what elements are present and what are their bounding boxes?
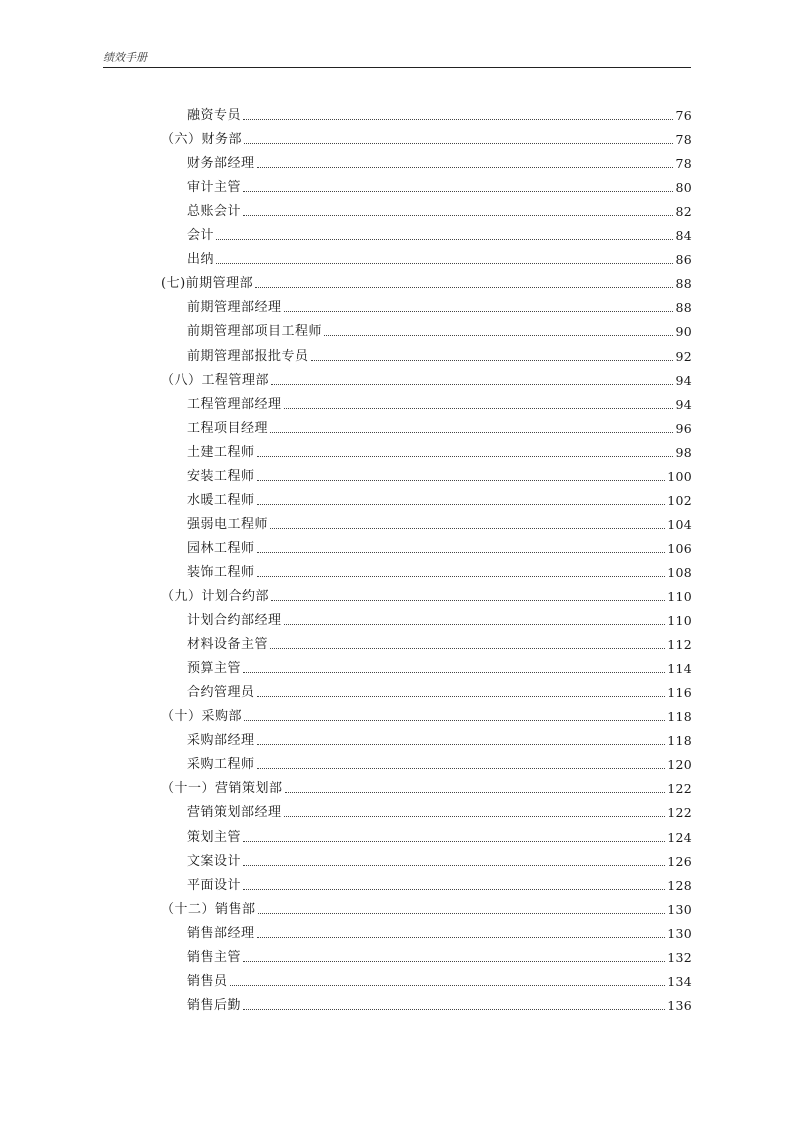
toc-item-row[interactable]: [187, 850, 692, 874]
toc-page-number: 78: [675, 132, 692, 148]
toc-section-row[interactable]: [161, 585, 692, 609]
toc-page-number: 94: [675, 396, 692, 412]
toc-entry-label: 平面设计: [187, 877, 242, 893]
toc-entry-label: 安装工程师: [187, 468, 255, 484]
toc-dot-leader: [257, 479, 666, 481]
toc-dot-leader: [230, 984, 666, 986]
toc-dot-leader: [258, 912, 666, 914]
toc-item-row[interactable]: [187, 224, 692, 248]
toc-page-number: 110: [667, 613, 692, 629]
toc-item-row[interactable]: [187, 296, 692, 320]
toc-item-row[interactable]: [187, 946, 692, 970]
toc-item-row[interactable]: [187, 994, 692, 1018]
toc-entry-label: 前期管理部项目工程师: [187, 324, 323, 340]
toc-dot-leader: [271, 599, 665, 601]
toc-section-row[interactable]: [161, 369, 692, 393]
toc-entry-label: 计划合约部经理: [187, 613, 282, 629]
toc-page-number: 102: [667, 492, 692, 508]
toc-entry-label: 土建工程师: [187, 444, 255, 460]
toc-item-row[interactable]: [187, 320, 692, 344]
toc-item-row[interactable]: [187, 176, 692, 200]
toc-page-number: 80: [675, 180, 692, 196]
toc-dot-leader: [216, 238, 673, 240]
toc-entry-label: 水暖工程师: [187, 492, 255, 508]
toc-entry-label: 预算主管: [187, 661, 242, 677]
toc-entry-label: （六）财务部: [161, 132, 243, 148]
toc-item-row[interactable]: [187, 922, 692, 946]
toc-entry-label: 合约管理员: [187, 685, 255, 701]
toc-dot-leader: [270, 647, 665, 649]
toc-dot-leader: [284, 310, 674, 312]
toc-entry-label: 销售主管: [187, 949, 242, 965]
toc-page-number: 128: [667, 877, 692, 893]
toc-page-number: 122: [667, 805, 692, 821]
toc-dot-leader: [257, 575, 666, 577]
toc-entry-label: （十）采购部: [161, 709, 243, 725]
toc-dot-leader: [257, 166, 674, 168]
toc-entry-label: 文案设计: [187, 853, 242, 869]
toc-page-number: 108: [667, 564, 692, 580]
toc-section-row[interactable]: [161, 898, 692, 922]
toc-dot-leader: [257, 551, 666, 553]
toc-item-row[interactable]: [187, 801, 692, 825]
toc-page-number: 130: [667, 901, 692, 917]
toc-page-number: 82: [675, 204, 692, 220]
toc-page-number: 112: [667, 637, 692, 653]
toc-page-number: 110: [667, 589, 692, 604]
toc-page-number: 118: [667, 709, 692, 725]
toc-item-row[interactable]: [187, 874, 692, 898]
toc-dot-leader: [243, 888, 665, 890]
toc-item-row[interactable]: [187, 248, 692, 272]
toc-entry-label: （十二）销售部: [161, 901, 256, 917]
toc-dot-leader: [257, 936, 666, 938]
toc-page-number: 88: [675, 276, 692, 292]
toc-page-number: 114: [667, 661, 692, 677]
toc-entry-label: 前期管理部经理: [187, 300, 282, 316]
toc-entry-label: 审计主管: [187, 180, 242, 196]
toc-page-number: 120: [667, 757, 692, 773]
toc-entry-label: 采购部经理: [187, 733, 255, 749]
toc-page-number: 98: [675, 444, 692, 460]
toc-dot-leader: [271, 383, 673, 385]
toc-dot-leader: [243, 190, 673, 192]
toc-entry-label: 园林工程师: [187, 540, 255, 556]
toc-dot-leader: [243, 118, 673, 120]
toc-item-row[interactable]: [187, 633, 692, 657]
toc-page-number: 90: [675, 324, 692, 340]
toc-page-number: 76: [675, 108, 692, 123]
toc-entry-label: 营销策划部经理: [187, 805, 282, 821]
toc-entry-label: 策划主管: [187, 829, 242, 845]
toc-page-number: 132: [667, 949, 692, 965]
toc-dot-leader: [243, 960, 665, 962]
toc-entry-label: 会计: [187, 228, 215, 244]
toc-dot-leader: [243, 840, 665, 842]
toc-page-number: 86: [675, 252, 692, 268]
toc-page-number: 136: [667, 997, 692, 1013]
toc-page-number: 104: [667, 516, 692, 532]
toc-dot-leader: [257, 695, 666, 697]
toc-entry-label: 装饰工程师: [187, 564, 255, 580]
toc-page-number: 116: [667, 685, 692, 701]
toc-item-row[interactable]: [187, 417, 692, 441]
toc-page-number: 134: [667, 973, 692, 989]
toc-dot-leader: [257, 503, 666, 505]
toc-page-number: 100: [667, 468, 692, 484]
toc-item-row[interactable]: [187, 465, 692, 489]
toc-page-number: 118: [667, 733, 692, 749]
toc-entry-label: （八）工程管理部: [161, 372, 270, 388]
toc-dot-leader: [243, 671, 665, 673]
toc-dot-leader: [284, 815, 666, 817]
toc-entry-label: 强弱电工程师: [187, 516, 269, 532]
toc-item-row[interactable]: [187, 681, 692, 705]
toc-page-number: 96: [675, 420, 692, 436]
toc-page-number: 122: [667, 781, 692, 797]
toc-entry-label: 出纳: [187, 252, 215, 268]
toc-dot-leader: [270, 431, 673, 433]
toc-dot-leader: [255, 286, 673, 288]
toc-item-row[interactable]: [187, 826, 692, 850]
toc-entry-label: 前期管理部报批专员: [187, 348, 309, 364]
toc-page-number: 126: [667, 853, 692, 869]
toc-item-row[interactable]: [187, 753, 692, 777]
toc-item-row[interactable]: [187, 513, 692, 537]
toc-item-row[interactable]: [187, 200, 692, 224]
toc-entry-label: 销售部经理: [187, 925, 255, 941]
toc-page-number: 92: [675, 348, 692, 364]
toc-dot-leader: [243, 214, 673, 216]
toc-item-row[interactable]: [187, 657, 692, 681]
toc-dot-leader: [284, 623, 666, 625]
toc-dot-leader: [257, 767, 666, 769]
toc-page-number: 124: [667, 829, 692, 845]
toc-entry-label: 融资专员: [187, 108, 242, 123]
toc-entry-label: (七)前期管理部: [161, 276, 254, 292]
toc-entry-label: 财务部经理: [187, 156, 255, 172]
toc-page-number: 84: [675, 228, 692, 244]
toc-item-row[interactable]: [187, 104, 692, 128]
toc-section-row[interactable]: [161, 128, 692, 152]
toc-entry-label: 销售后勤: [187, 997, 242, 1013]
toc-item-row[interactable]: [187, 609, 692, 633]
toc-section-row[interactable]: [161, 777, 692, 801]
toc-page-number: 130: [667, 925, 692, 941]
toc-dot-leader: [270, 527, 665, 529]
toc-page-number: 78: [675, 156, 692, 172]
toc-page-number: 94: [675, 372, 692, 388]
toc-entry-label: 销售员: [187, 973, 228, 989]
toc-item-row[interactable]: [187, 537, 692, 561]
toc-entry-label: 工程项目经理: [187, 420, 269, 436]
toc-entry-label: （十一）营销策划部: [161, 781, 283, 797]
page-header: [103, 51, 691, 68]
toc-dot-leader: [216, 262, 673, 264]
toc-dot-leader: [257, 743, 666, 745]
toc-dot-leader: [284, 407, 674, 409]
toc-dot-leader: [244, 719, 665, 721]
toc-dot-leader: [243, 1008, 665, 1010]
toc-dot-leader: [285, 791, 666, 793]
toc-page-number: 106: [667, 540, 692, 556]
toc-item-row[interactable]: [187, 393, 692, 417]
toc-item-row[interactable]: [187, 489, 692, 513]
toc-dot-leader: [257, 455, 674, 457]
toc-page-number: 88: [675, 300, 692, 316]
toc-entry-label: 总账会计: [187, 204, 242, 220]
toc-entry-label: 采购工程师: [187, 757, 255, 773]
toc-item-row[interactable]: [187, 970, 692, 994]
toc-dot-leader: [324, 334, 673, 336]
toc-entry-label: 材料设备主管: [187, 637, 269, 653]
toc-section-row[interactable]: [161, 705, 692, 729]
toc-dot-leader: [244, 142, 673, 144]
toc-entry-label: （九）计划合约部: [161, 589, 270, 604]
toc-item-row[interactable]: [187, 345, 692, 369]
toc-section-row[interactable]: [161, 272, 692, 296]
toc-entry-label: 工程管理部经理: [187, 396, 282, 412]
toc-item-row[interactable]: [187, 729, 692, 753]
toc-dot-leader: [243, 864, 665, 866]
header-title: 绩效手册: [103, 51, 147, 64]
toc-dot-leader: [311, 359, 674, 361]
toc-item-row[interactable]: [187, 561, 692, 585]
toc-item-row[interactable]: [187, 441, 692, 465]
toc-item-row[interactable]: [187, 152, 692, 176]
